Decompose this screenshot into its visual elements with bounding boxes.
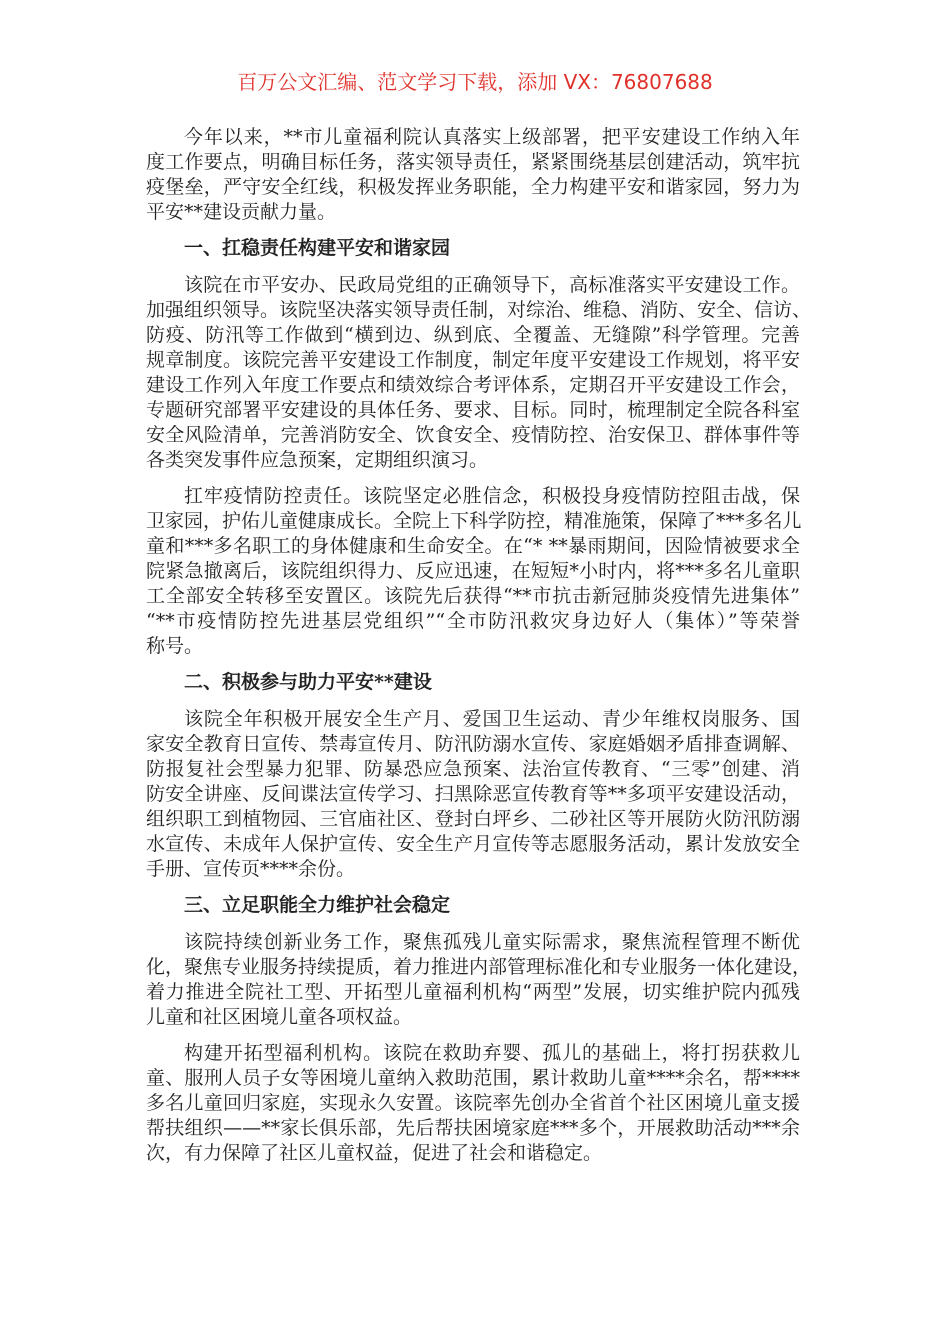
paragraph-line: 防报复社会型暴力犯罪、防暴恐应急预案、法治宣传教育、“三零”创建、消	[146, 758, 800, 780]
paragraph-line: 院紧急撤离后，该院组织得力、反应迅速，在短短*小时内，将***多名儿童职	[146, 560, 800, 582]
paragraph-line: 多名儿童回归家庭，实现永久安置。该院率先创办全省首个社区困境儿童支援	[146, 1092, 800, 1114]
paragraph-line: 构建开拓型福利机构。该院在救助弃婴、孤儿的基础上，将打拐获救儿	[184, 1042, 800, 1064]
paragraph	[146, 1041, 800, 1166]
paragraph-line: 化，聚焦专业服务持续提质，着力推进内部管理标准化和专业服务一体化建设，	[146, 956, 812, 978]
paragraph-line: 防疫、防汛等工作做到“横到边、纵到底、全覆盖、无缝隙”科学管理。完善	[146, 324, 800, 346]
paragraph	[146, 125, 800, 225]
document-body	[146, 125, 812, 1177]
paragraph-line: 组织职工到植物园、三官庙社区、登封白坪乡、二砂社区等开展防火防汛防溺	[146, 808, 800, 830]
paragraph-line: 专题研究部署平安建设的具体任务、要求、目标。同时，梳理制定全院各科室	[146, 399, 800, 421]
paragraph-line: 手册、宣传页****余份。	[146, 858, 356, 880]
paragraph-line: 加强组织领导。该院坚决落实领导责任制，对综治、维稳、消防、安全、信访、	[146, 299, 812, 321]
paragraph-line: 儿童和社区困境儿童各项权益。	[146, 1006, 413, 1028]
paragraph	[146, 707, 800, 882]
paragraph-line: 该院在市平安办、民政局党组的正确领导下，高标准落实平安建设工作。	[184, 274, 800, 296]
paragraph-line: 着力推进全院社工型、开拓型儿童福利机构“两型”发展，切实维护院内孤残	[146, 981, 800, 1003]
paragraph-line: 童、服刑人员子女等困境儿童纳入救助范围，累计救助儿童****余名，帮****	[146, 1067, 800, 1089]
paragraph-line: 各类突发事件应急预案，定期组织演习。	[146, 449, 489, 471]
paragraph	[146, 484, 800, 659]
paragraph-line: 规章制度。该院完善平安建设工作制度，制定年度平安建设工作规划，将平安	[146, 349, 800, 371]
watermark-banner: 百万公文汇编、范文学习下载，添加 VX：76807688	[237, 70, 713, 94]
section-heading: 二、积极参与助力平安**建设	[184, 671, 432, 693]
paragraph-line: 疫堡垒，严守安全红线，积极发挥业务职能，全力构建平安和谐家园，努力为	[146, 176, 800, 198]
paragraph-line: 该院全年积极开展安全生产月、爱国卫生运动、青少年维权岗服务、国	[184, 708, 800, 730]
paragraph-line: 水宣传、未成年人保护宣传、安全生产月宣传等志愿服务活动，累计发放安全	[146, 833, 800, 855]
paragraph-line: 该院持续创新业务工作，聚焦孤残儿童实际需求，聚焦流程管理不断优	[184, 931, 800, 953]
paragraph-line: 安全风险清单，完善消防安全、饮食安全、疫情防控、治安保卫、群体事件等	[146, 424, 800, 446]
paragraph-line: “**市疫情防控先进基层党组织”“全市防汛救灾身边好人（集体）”等荣誉	[146, 610, 800, 632]
paragraph-line: 童和***多名职工的身体健康和生命安全。在“* **暴雨期间，因险情被要求全	[146, 535, 800, 557]
section-heading: 三、立足职能全力维护社会稳定	[184, 894, 451, 916]
section-heading: 一、扛稳责任构建平安和谐家园	[184, 237, 451, 259]
paragraph-line: 防安全讲座、反间谍法宣传学习、扫黑除恶宣传教育等**多项平安建设活动，	[146, 783, 800, 805]
paragraph-line: 度工作要点，明确目标任务，落实领导责任，紧紧围绕基层创建活动，筑牢抗	[146, 151, 800, 173]
paragraph-line: 家安全教育日宣传、禁毒宣传月、防汛防溺水宣传、家庭婚姻矛盾排查调解、	[146, 733, 800, 755]
paragraph	[146, 273, 812, 473]
paragraph-line: 工全部安全转移至安置区。该院先后获得“**市抗击新冠肺炎疫情先进集体”	[146, 585, 800, 607]
paragraph-line: 平安**建设贡献力量。	[146, 201, 337, 223]
paragraph-line: 卫家园，护佑儿童健康成长。全院上下科学防控，精准施策，保障了***多名儿	[146, 510, 802, 532]
paragraph-line: 帮扶组织——**家长俱乐部，先后帮扶困境家庭***多个，开展救助活动***余	[146, 1117, 800, 1139]
paragraph-line: 次，有力保障了社区儿童权益，促进了社会和谐稳定。	[146, 1142, 603, 1164]
paragraph	[146, 930, 812, 1030]
paragraph-line: 建设工作列入年度工作要点和绩效综合考评体系，定期召开平安建设工作会，	[146, 374, 800, 396]
paragraph-line: 扛牢疫情防控责任。该院坚定必胜信念，积极投身疫情防控阻击战，保	[184, 485, 800, 507]
paragraph-line: 称号。	[146, 635, 204, 657]
paragraph-line: 今年以来，**市儿童福利院认真落实上级部署，把平安建设工作纳入年	[184, 126, 800, 148]
